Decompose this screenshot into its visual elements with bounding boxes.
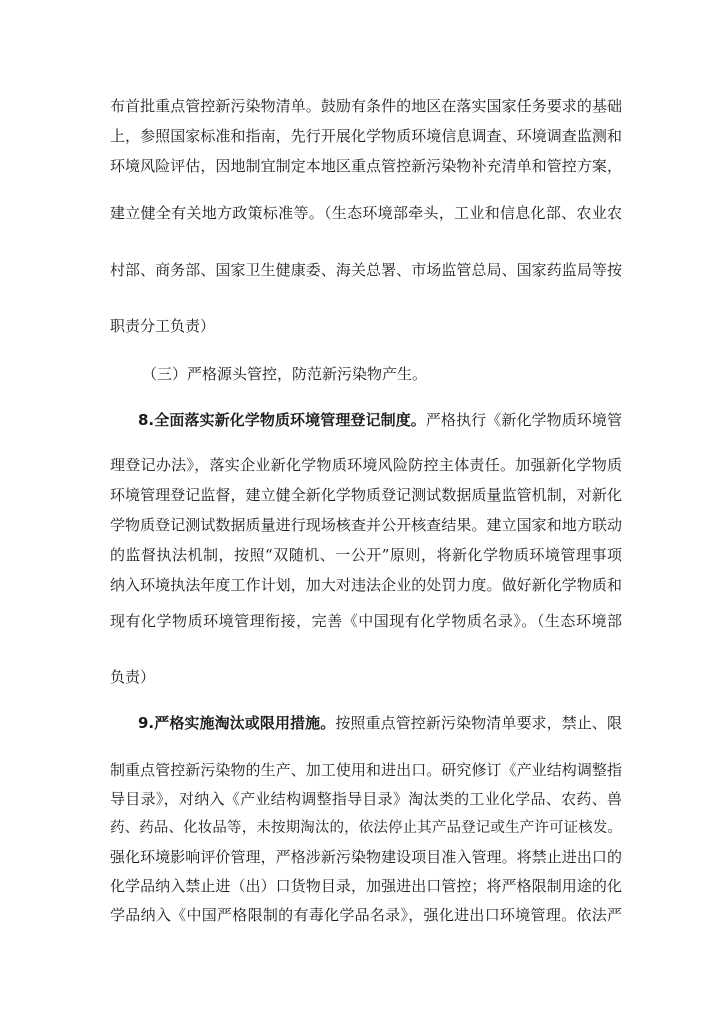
text-line: 布首批重点管控新污染物清单。鼓励有条件的地区在落实国家任务要求的基础 [110, 97, 622, 115]
item-8-first-line [138, 409, 622, 431]
text-line: 上，参照国家标准和指南，先行开展化学物质环境信息调查、环境调查监测和 [110, 127, 622, 145]
text-line [110, 610, 622, 632]
responsibility-note: （生态环境部 [536, 612, 622, 630]
item-9-title: 9.严格实施淘汰或限用措施。 [138, 714, 336, 732]
text-line: 制重点管控新污染物的生产、加工使用和进出口。研究修订《产业结构调整指 [110, 761, 622, 779]
item-9-first-line [138, 712, 622, 734]
text-line: 职责分工负责） [110, 317, 216, 335]
text-line [110, 202, 622, 224]
text-run: 严格执行《新化学物质环境管 [425, 411, 622, 429]
text-run: 建立健全有关地方政策标准等。 [110, 204, 325, 222]
text-run: 按照重点管控新污染物清单要求，禁止、限 [335, 714, 622, 732]
text-line: 环境风险评估，因地制宜制定本地区重点管控新污染物补充清单和管控方案， [110, 157, 622, 175]
text-line: 村部、商务部、国家卫生健康委、海关总署、市场监管总局、国家药监局等按 [110, 261, 622, 279]
responsibility-note: （生态环境部牵头，工业和信息化部、农业农 [324, 204, 622, 222]
text-line: 环境管理登记监督，建立健全新化学物质登记测试数据质量监管机制，对新化 [110, 486, 622, 504]
text-line: 化学品纳入禁止进（出）口货物目录，加强进出口管控；将严格限制用途的化 [110, 877, 622, 895]
text-line: 导目录》，对纳入《产业结构调整指导目录》淘汰类的工业化学品、农药、兽 [110, 790, 622, 808]
text-line: 药、药品、化妆品等，未按期淘汰的，依法停止其产品登记或生产许可证核发。 [110, 820, 622, 836]
section-heading: （三）严格源头管控，防范新污染物产生。 [142, 365, 428, 383]
text-line: 的监督执法机制，按照“双随机、一公开”原则，将新化学物质环境管理事项 [110, 546, 622, 564]
text-run: 现有化学物质环境管理衔接，完善《中国现有化学物质名录》。 [110, 612, 537, 630]
text-line: 理登记办法》，落实企业新化学物质环境风险防控主体责任。加强新化学物质 [110, 456, 622, 474]
item-8-title: 8.全面落实新化学物质环境管理登记制度。 [138, 411, 426, 429]
text-line: 学物质登记测试数据质量进行现场核查并公开核查结果。建立国家和地方联动 [110, 516, 622, 534]
text-line: 负责） [110, 668, 156, 686]
text-line: 强化环境影响评价管理，严格涉新污染物建设项目准入管理。将禁止进出口的 [110, 848, 622, 866]
text-line: 纳入环境执法年度工作计划，加大对违法企业的处罚力度。做好新化学物质和 [110, 576, 622, 594]
text-line: 学品纳入《中国严格限制的有毒化学品名录》，强化进出口环境管理。依法严 [110, 906, 622, 924]
